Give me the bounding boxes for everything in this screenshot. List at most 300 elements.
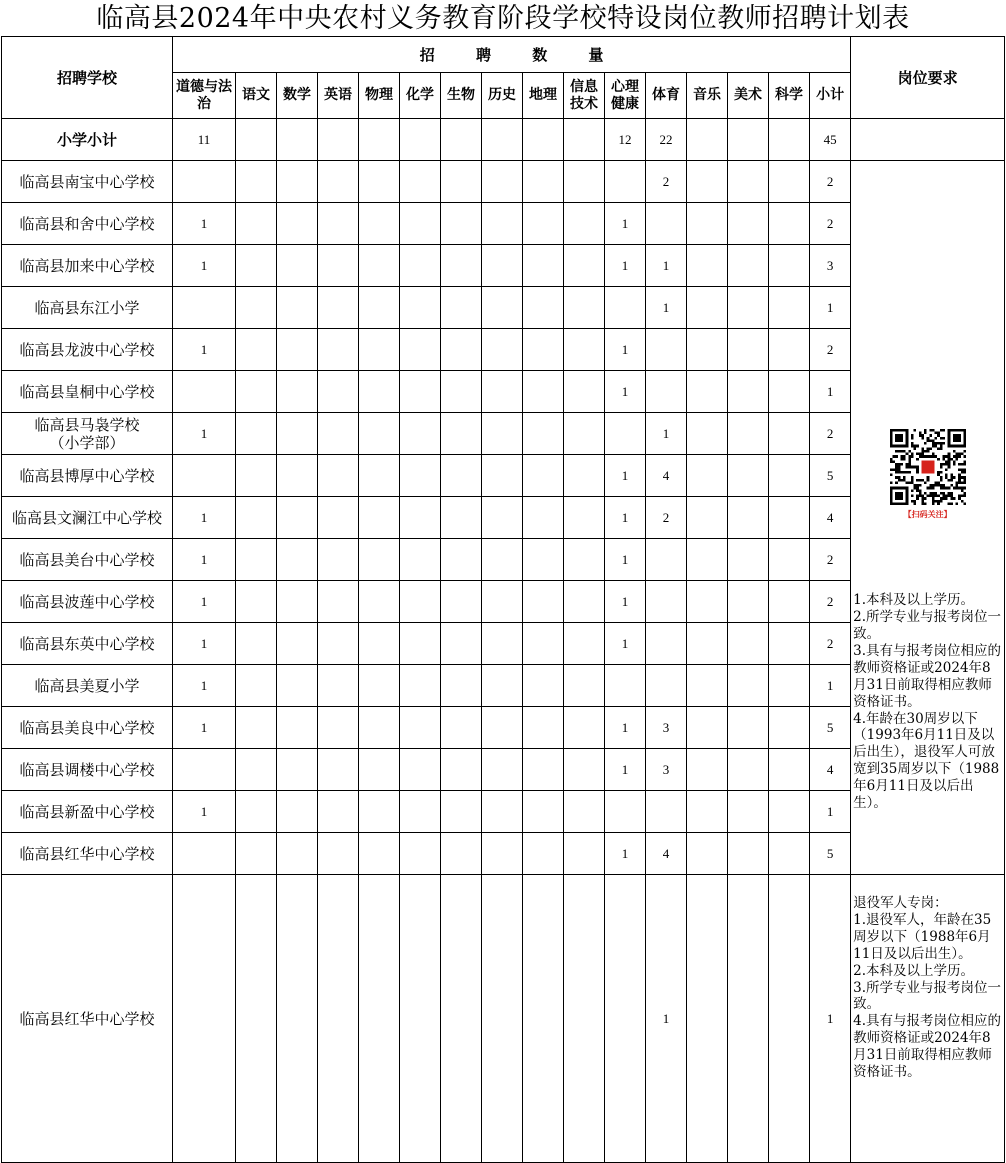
count-cell bbox=[769, 581, 810, 623]
count-cell bbox=[646, 665, 687, 707]
count-cell bbox=[441, 161, 482, 203]
count-cell bbox=[769, 623, 810, 665]
count-cell: 2 bbox=[646, 497, 687, 539]
school-name: 临高县波莲中心学校 bbox=[2, 581, 173, 623]
count-cell bbox=[646, 539, 687, 581]
count-cell: 1 bbox=[605, 245, 646, 287]
count-cell bbox=[482, 539, 523, 581]
requirement-cell-empty bbox=[851, 119, 1005, 161]
count-cell bbox=[236, 371, 277, 413]
count-cell bbox=[687, 119, 728, 161]
school-name: 临高县美台中心学校 bbox=[2, 539, 173, 581]
count-cell bbox=[769, 455, 810, 497]
count-cell bbox=[318, 119, 359, 161]
count-cell bbox=[359, 371, 400, 413]
count-cell bbox=[318, 371, 359, 413]
count-cell: 3 bbox=[810, 245, 851, 287]
count-cell bbox=[687, 791, 728, 833]
count-cell bbox=[482, 371, 523, 413]
count-cell: 1 bbox=[605, 329, 646, 371]
count-cell bbox=[441, 287, 482, 329]
count-cell bbox=[400, 623, 441, 665]
count-cell bbox=[400, 833, 441, 875]
count-cell: 1 bbox=[605, 455, 646, 497]
count-cell bbox=[564, 497, 605, 539]
subject-header: 科学 bbox=[769, 73, 810, 119]
school-name: 临高县加来中心学校 bbox=[2, 245, 173, 287]
count-cell: 2 bbox=[810, 329, 851, 371]
count-cell: 1 bbox=[173, 623, 236, 665]
school-name: 临高县美夏小学 bbox=[2, 665, 173, 707]
count-cell bbox=[687, 413, 728, 455]
count-cell: 5 bbox=[810, 455, 851, 497]
count-cell bbox=[318, 749, 359, 791]
count-cell bbox=[687, 161, 728, 203]
count-cell bbox=[236, 749, 277, 791]
count-cell bbox=[523, 749, 564, 791]
count-cell bbox=[564, 581, 605, 623]
count-cell bbox=[728, 203, 769, 245]
count-cell bbox=[769, 875, 810, 1163]
count-cell: 4 bbox=[646, 455, 687, 497]
count-cell bbox=[277, 413, 318, 455]
count-cell bbox=[441, 875, 482, 1163]
count-cell bbox=[236, 119, 277, 161]
count-cell: 1 bbox=[810, 371, 851, 413]
count-cell: 1 bbox=[646, 875, 687, 1163]
count-cell bbox=[359, 539, 400, 581]
count-cell bbox=[173, 287, 236, 329]
count-cell bbox=[728, 833, 769, 875]
count-cell bbox=[359, 287, 400, 329]
count-cell bbox=[441, 329, 482, 371]
subject-header: 英语 bbox=[318, 73, 359, 119]
count-cell bbox=[687, 707, 728, 749]
count-cell bbox=[359, 665, 400, 707]
count-cell bbox=[728, 707, 769, 749]
count-cell bbox=[318, 161, 359, 203]
count-cell bbox=[400, 413, 441, 455]
count-cell: 11 bbox=[173, 119, 236, 161]
count-cell bbox=[687, 833, 728, 875]
count-cell bbox=[400, 287, 441, 329]
table-row bbox=[2, 161, 1005, 203]
count-cell bbox=[236, 581, 277, 623]
count-cell bbox=[400, 455, 441, 497]
count-cell bbox=[769, 833, 810, 875]
count-cell: 45 bbox=[810, 119, 851, 161]
count-cell bbox=[769, 497, 810, 539]
subject-header: 道德与法治 bbox=[173, 73, 236, 119]
count-cell: 22 bbox=[646, 119, 687, 161]
count-cell bbox=[173, 875, 236, 1163]
count-cell bbox=[236, 833, 277, 875]
count-cell bbox=[482, 833, 523, 875]
subject-header: 历史 bbox=[482, 73, 523, 119]
count-cell: 1 bbox=[605, 707, 646, 749]
count-cell bbox=[359, 161, 400, 203]
count-cell bbox=[318, 329, 359, 371]
count-cell bbox=[728, 161, 769, 203]
count-cell bbox=[277, 791, 318, 833]
count-cell: 1 bbox=[173, 413, 236, 455]
count-cell bbox=[605, 287, 646, 329]
count-cell bbox=[482, 623, 523, 665]
count-cell bbox=[359, 245, 400, 287]
count-cell bbox=[277, 119, 318, 161]
count-cell bbox=[646, 791, 687, 833]
count-cell bbox=[236, 455, 277, 497]
subject-header: 信息技术 bbox=[564, 73, 605, 119]
count-cell: 5 bbox=[810, 833, 851, 875]
count-cell: 1 bbox=[605, 539, 646, 581]
count-cell bbox=[605, 875, 646, 1163]
count-cell bbox=[605, 791, 646, 833]
count-cell bbox=[564, 875, 605, 1163]
school-name: 临高县博厚中心学校 bbox=[2, 455, 173, 497]
count-cell: 3 bbox=[646, 707, 687, 749]
count-cell bbox=[236, 875, 277, 1163]
count-cell bbox=[482, 329, 523, 371]
count-cell: 2 bbox=[810, 203, 851, 245]
count-cell: 1 bbox=[810, 875, 851, 1163]
count-cell bbox=[523, 665, 564, 707]
subtotal-label: 小学小计 bbox=[2, 119, 173, 161]
count-cell bbox=[482, 707, 523, 749]
count-cell bbox=[236, 161, 277, 203]
count-cell bbox=[605, 665, 646, 707]
count-cell bbox=[728, 665, 769, 707]
count-cell bbox=[441, 371, 482, 413]
count-cell bbox=[523, 329, 564, 371]
count-cell bbox=[482, 875, 523, 1163]
count-cell bbox=[482, 161, 523, 203]
count-cell bbox=[564, 707, 605, 749]
count-cell bbox=[400, 875, 441, 1163]
count-cell: 1 bbox=[173, 581, 236, 623]
count-cell bbox=[687, 455, 728, 497]
count-cell: 4 bbox=[810, 497, 851, 539]
count-cell bbox=[173, 455, 236, 497]
count-cell: 1 bbox=[605, 581, 646, 623]
count-cell bbox=[523, 413, 564, 455]
count-cell bbox=[318, 497, 359, 539]
subject-header: 生物 bbox=[441, 73, 482, 119]
subject-header: 音乐 bbox=[687, 73, 728, 119]
count-cell bbox=[728, 287, 769, 329]
count-cell bbox=[564, 119, 605, 161]
count-cell bbox=[564, 245, 605, 287]
count-cell bbox=[523, 455, 564, 497]
subject-header: 物理 bbox=[359, 73, 400, 119]
count-cell bbox=[359, 119, 400, 161]
count-cell bbox=[400, 119, 441, 161]
count-cell bbox=[564, 623, 605, 665]
count-cell bbox=[482, 497, 523, 539]
count-cell bbox=[687, 329, 728, 371]
count-cell bbox=[277, 455, 318, 497]
count-cell bbox=[769, 203, 810, 245]
count-cell bbox=[359, 581, 400, 623]
count-cell bbox=[400, 371, 441, 413]
count-cell bbox=[769, 539, 810, 581]
school-name: 临高县红华中心学校 bbox=[2, 833, 173, 875]
count-cell bbox=[728, 623, 769, 665]
count-cell bbox=[277, 623, 318, 665]
count-cell bbox=[236, 329, 277, 371]
count-cell bbox=[769, 707, 810, 749]
count-cell bbox=[441, 119, 482, 161]
count-cell bbox=[277, 665, 318, 707]
count-cell: 1 bbox=[810, 287, 851, 329]
count-cell bbox=[400, 707, 441, 749]
quantity-header: 招 聘 数 量 bbox=[173, 37, 851, 73]
count-cell bbox=[277, 161, 318, 203]
count-cell bbox=[687, 497, 728, 539]
count-cell bbox=[769, 119, 810, 161]
count-cell: 12 bbox=[605, 119, 646, 161]
count-cell: 1 bbox=[173, 203, 236, 245]
count-cell bbox=[769, 287, 810, 329]
count-cell bbox=[523, 623, 564, 665]
count-cell bbox=[236, 287, 277, 329]
count-cell: 2 bbox=[810, 161, 851, 203]
count-cell bbox=[769, 245, 810, 287]
count-cell bbox=[728, 455, 769, 497]
count-cell: 2 bbox=[646, 161, 687, 203]
count-cell bbox=[359, 497, 400, 539]
count-cell bbox=[769, 791, 810, 833]
subtotal-row bbox=[2, 119, 1005, 161]
count-cell: 2 bbox=[810, 581, 851, 623]
school-name: 临高县和舍中心学校 bbox=[2, 203, 173, 245]
general-requirements-text: 1.本科及以上学历。 2.所学专业与报考岗位一致。 3.具有与报考岗位相应的教师资格证或2024年8月31日前取得相应教师资格证书。 4.年龄在30周岁以下（1993年6月11日及以后出生），退役军人可放宽到35周岁以下（1988年6月11日及以后出生）。 bbox=[853, 592, 1002, 812]
count-cell bbox=[523, 203, 564, 245]
count-cell bbox=[482, 665, 523, 707]
count-cell bbox=[687, 203, 728, 245]
count-cell bbox=[277, 749, 318, 791]
count-cell bbox=[277, 329, 318, 371]
school-name: 临高县调楼中心学校 bbox=[2, 749, 173, 791]
count-cell: 1 bbox=[605, 203, 646, 245]
page-title: 临高县2024年中央农村义务教育阶段学校特设岗位教师招聘计划表 bbox=[96, 3, 910, 34]
count-cell bbox=[769, 749, 810, 791]
count-cell: 3 bbox=[646, 749, 687, 791]
requirement-header: 岗位要求 bbox=[851, 37, 1005, 119]
count-cell bbox=[728, 497, 769, 539]
count-cell bbox=[359, 791, 400, 833]
count-cell bbox=[173, 371, 236, 413]
count-cell bbox=[523, 875, 564, 1163]
subject-header: 体育 bbox=[646, 73, 687, 119]
school-name: 临高县龙波中心学校 bbox=[2, 329, 173, 371]
count-cell bbox=[728, 875, 769, 1163]
count-cell bbox=[441, 203, 482, 245]
count-cell bbox=[728, 119, 769, 161]
count-cell: 1 bbox=[810, 665, 851, 707]
count-cell bbox=[564, 749, 605, 791]
count-cell bbox=[728, 245, 769, 287]
count-cell bbox=[646, 203, 687, 245]
count-cell bbox=[441, 833, 482, 875]
count-cell: 1 bbox=[173, 245, 236, 287]
subject-header: 美术 bbox=[728, 73, 769, 119]
subject-header: 小计 bbox=[810, 73, 851, 119]
subject-header: 化学 bbox=[400, 73, 441, 119]
count-cell bbox=[318, 875, 359, 1163]
count-cell bbox=[687, 665, 728, 707]
count-cell: 1 bbox=[173, 329, 236, 371]
count-cell bbox=[482, 581, 523, 623]
count-cell bbox=[400, 329, 441, 371]
count-cell bbox=[687, 581, 728, 623]
count-cell bbox=[564, 161, 605, 203]
veteran-requirements: 退役军人专岗： 1.退役军人，年龄在35周岁以下（1988年6月11日及以后出生）。 2.本科及以上学历。 3.所学专业与报考岗位一致。 4.具有与报考岗位相应的教师资格证或2024年8月31日前取得相应教师资格证书。 bbox=[851, 875, 1005, 1163]
count-cell bbox=[441, 623, 482, 665]
count-cell bbox=[277, 203, 318, 245]
count-cell bbox=[728, 581, 769, 623]
count-cell bbox=[277, 497, 318, 539]
count-cell bbox=[173, 833, 236, 875]
count-cell: 1 bbox=[605, 749, 646, 791]
count-cell bbox=[646, 371, 687, 413]
count-cell bbox=[728, 539, 769, 581]
count-cell bbox=[687, 245, 728, 287]
table-body bbox=[2, 119, 1005, 1163]
count-cell bbox=[359, 413, 400, 455]
school-name: 临高县文澜江中心学校 bbox=[2, 497, 173, 539]
count-cell bbox=[523, 833, 564, 875]
count-cell bbox=[441, 791, 482, 833]
qr-caption: 【扫码关注】 bbox=[903, 510, 952, 520]
count-cell: 4 bbox=[810, 749, 851, 791]
count-cell bbox=[236, 497, 277, 539]
count-cell bbox=[277, 581, 318, 623]
count-cell bbox=[687, 749, 728, 791]
count-cell bbox=[277, 371, 318, 413]
count-cell bbox=[523, 245, 564, 287]
count-cell bbox=[728, 413, 769, 455]
count-cell bbox=[236, 203, 277, 245]
count-cell bbox=[318, 623, 359, 665]
count-cell bbox=[318, 833, 359, 875]
count-cell bbox=[236, 413, 277, 455]
count-cell bbox=[441, 413, 482, 455]
count-cell bbox=[523, 539, 564, 581]
count-cell: 1 bbox=[173, 707, 236, 749]
count-cell bbox=[523, 371, 564, 413]
count-cell bbox=[400, 665, 441, 707]
subject-header: 语文 bbox=[236, 73, 277, 119]
school-name: 临高县新盈中心学校 bbox=[2, 791, 173, 833]
count-cell bbox=[441, 665, 482, 707]
subject-header: 心理健康 bbox=[605, 73, 646, 119]
school-header: 招聘学校 bbox=[2, 37, 173, 119]
count-cell bbox=[564, 287, 605, 329]
school-name: 临高县皇桐中心学校 bbox=[2, 371, 173, 413]
school-name: 临高县东英中心学校 bbox=[2, 623, 173, 665]
count-cell bbox=[318, 539, 359, 581]
count-cell bbox=[318, 581, 359, 623]
count-cell: 1 bbox=[810, 791, 851, 833]
count-cell bbox=[687, 875, 728, 1163]
count-cell bbox=[564, 539, 605, 581]
count-cell bbox=[564, 329, 605, 371]
count-cell bbox=[646, 329, 687, 371]
count-cell bbox=[318, 245, 359, 287]
count-cell bbox=[359, 203, 400, 245]
count-cell: 1 bbox=[605, 371, 646, 413]
count-cell bbox=[728, 749, 769, 791]
count-cell bbox=[687, 287, 728, 329]
count-cell bbox=[482, 119, 523, 161]
count-cell bbox=[482, 455, 523, 497]
count-cell: 1 bbox=[173, 497, 236, 539]
count-cell bbox=[523, 119, 564, 161]
general-requirements bbox=[851, 161, 1005, 875]
count-cell bbox=[236, 623, 277, 665]
count-cell bbox=[277, 287, 318, 329]
count-cell bbox=[441, 581, 482, 623]
count-cell: 2 bbox=[810, 539, 851, 581]
recruitment-table bbox=[1, 36, 1005, 1163]
count-cell bbox=[173, 161, 236, 203]
school-name: 临高县美良中心学校 bbox=[2, 707, 173, 749]
count-cell bbox=[359, 833, 400, 875]
count-cell bbox=[359, 749, 400, 791]
count-cell bbox=[646, 623, 687, 665]
count-cell bbox=[236, 791, 277, 833]
count-cell bbox=[359, 875, 400, 1163]
table-row bbox=[2, 875, 1005, 1163]
count-cell: 1 bbox=[646, 287, 687, 329]
count-cell bbox=[441, 497, 482, 539]
qr-code-icon bbox=[890, 429, 966, 505]
count-cell bbox=[318, 791, 359, 833]
subject-header: 地理 bbox=[523, 73, 564, 119]
count-cell: 1 bbox=[173, 665, 236, 707]
count-cell: 1 bbox=[646, 245, 687, 287]
count-cell bbox=[482, 245, 523, 287]
school-name: 临高县红华中心学校 bbox=[2, 875, 173, 1163]
count-cell bbox=[236, 245, 277, 287]
count-cell bbox=[400, 581, 441, 623]
count-cell bbox=[318, 287, 359, 329]
count-cell bbox=[318, 203, 359, 245]
school-name: 临高县东江小学 bbox=[2, 287, 173, 329]
count-cell bbox=[564, 455, 605, 497]
count-cell bbox=[441, 749, 482, 791]
count-cell bbox=[523, 791, 564, 833]
count-cell bbox=[359, 329, 400, 371]
count-cell bbox=[441, 245, 482, 287]
count-cell bbox=[564, 203, 605, 245]
qr-code[interactable] bbox=[888, 429, 968, 522]
count-cell bbox=[277, 875, 318, 1163]
count-cell bbox=[728, 791, 769, 833]
count-cell bbox=[769, 329, 810, 371]
count-cell bbox=[173, 749, 236, 791]
count-cell bbox=[523, 581, 564, 623]
count-cell bbox=[564, 371, 605, 413]
count-cell bbox=[400, 539, 441, 581]
count-cell bbox=[318, 707, 359, 749]
count-cell bbox=[646, 581, 687, 623]
count-cell bbox=[605, 161, 646, 203]
count-cell: 1 bbox=[646, 413, 687, 455]
count-cell bbox=[236, 665, 277, 707]
count-cell: 1 bbox=[605, 833, 646, 875]
